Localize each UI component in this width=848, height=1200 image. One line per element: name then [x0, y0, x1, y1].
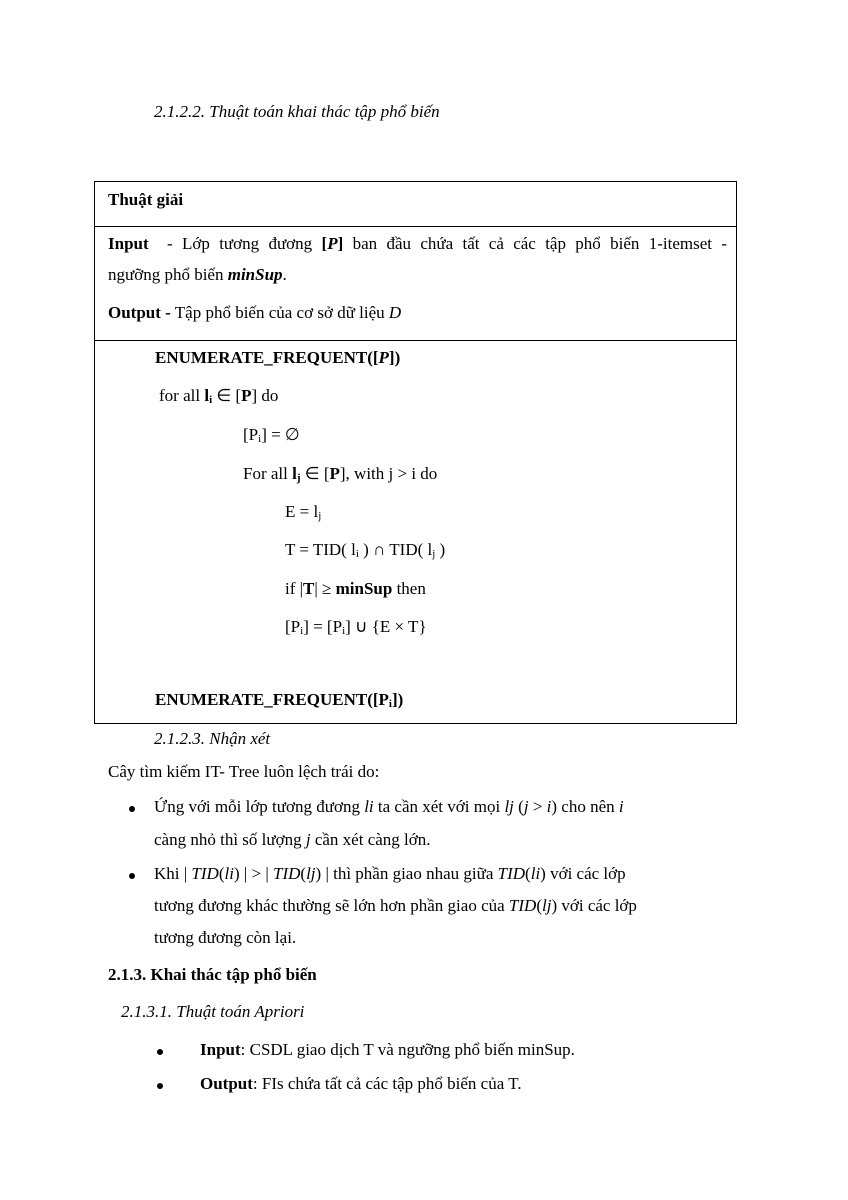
- section-heading-2-1-3: 2.1.3. Khai thác tập phổ biến: [108, 965, 317, 984]
- algorithm-divider-bottom: [95, 340, 736, 341]
- input-line-1-word: đầu: [386, 234, 411, 253]
- algorithm-box: [94, 181, 737, 724]
- input-line-1-word: biến: [610, 234, 640, 253]
- input-line-1-word: cả: [488, 234, 504, 253]
- input-line-2: [108, 265, 287, 285]
- t-assign-line: T = TID( $l_i$ ) ∩ TID( $l_j$ ): [285, 540, 446, 560]
- bullet-dot: [129, 806, 135, 812]
- output-label: Output -: [108, 303, 171, 322]
- proc-header-p: P: [378, 348, 389, 367]
- input-line-1-word: chứa: [420, 234, 454, 253]
- algorithm-title: Thuật giải: [108, 190, 184, 209]
- apriori-output-text: : FIs chứa tất cả các tập phổ biến của T.: [252, 1074, 522, 1093]
- input-line-2-end: .: [282, 265, 287, 284]
- e-assign-line: $E = l_j$: [285, 502, 322, 522]
- for-outer-line: for all $l_i$ ∈ [P] do: [159, 386, 279, 406]
- bullet-2-line-1: Khi | TID(li) | > | TID(lj) | thì phần giao nhau giữa TID(li) với các lớp: [154, 864, 626, 883]
- input-line-1-word: 1-itemset: [648, 234, 712, 253]
- section-heading-2-1-3-1: 2.1.3.1. Thuật toán Apriori: [121, 1002, 305, 1021]
- apriori-input-text: : CSDL giao dịch T và ngưỡng phổ biến minSup.: [240, 1040, 575, 1059]
- input-minsup: minSup: [227, 265, 283, 284]
- procedure-call: $ENUMERATE\_FREQUENT([P_i])$: [155, 690, 404, 710]
- for-inner-line: For all $l_j$ ∈ [P], with j > i do: [243, 464, 438, 484]
- apriori-input: [200, 1040, 575, 1060]
- apriori-output: [200, 1074, 522, 1094]
- input-line-1-word: đương: [268, 234, 313, 253]
- input-line-1-word: phổ: [575, 234, 601, 253]
- section-heading-2-1-2-2: 2.1.2.2. Thuật toán khai thác tập phổ biến: [154, 102, 440, 121]
- bullet-2-line-3: tương đương còn lại.: [154, 928, 297, 947]
- output-text: Tập phổ biến của cơ sở dữ liệu: [170, 303, 389, 322]
- pi-union-line: $[P_i] = [P_i]$ ∪ {E × T}: [285, 617, 427, 637]
- input-line-1: [167, 234, 727, 254]
- bullet-1-line-1: Ứng với mỗi lớp tương đương li ta cần xét với mọi lj (j > i) cho nên i: [154, 797, 624, 816]
- input-label: Input: [108, 234, 149, 253]
- bullet-dot: [157, 1083, 163, 1089]
- input-line-1-word: ban: [352, 234, 378, 253]
- input-line-1-word: [P]: [321, 234, 344, 253]
- input-line-1-word: tương: [219, 234, 260, 253]
- bullet-dot: [129, 873, 135, 879]
- algorithm-divider-top: [95, 226, 736, 227]
- bullet-2-line-2: tương đương khác thường sẽ lớn hơn phần giao của TID(lj) với các lớp: [154, 896, 637, 915]
- input-line-1-word: các: [513, 234, 536, 253]
- remark-intro: Cây tìm kiếm IT- Tree luôn lệch trái do:: [108, 762, 380, 781]
- apriori-output-label: Output: [200, 1074, 253, 1093]
- input-line-1-word: tất: [462, 234, 480, 253]
- output-var: D: [388, 303, 402, 322]
- if-line: if |T| ≥ minSup then: [285, 579, 426, 598]
- procedure-header: ENUMERATE_FREQUENT([P]): [155, 348, 401, 367]
- section-heading-2-1-2-3: 2.1.2.3. Nhận xét: [154, 729, 271, 748]
- input-line-1-word: -: [721, 234, 727, 253]
- pi-init-line: $[P_i]$ = ∅: [243, 425, 300, 445]
- bullet-dot: [157, 1049, 163, 1055]
- input-line-2-text: ngưỡng phổ biến: [108, 265, 228, 284]
- input-line-1-word: Lớp: [182, 234, 210, 253]
- input-line-1-word: tập: [545, 234, 566, 253]
- apriori-input-label: Input: [200, 1040, 241, 1059]
- bullet-1-line-2: càng nhỏ thì số lượng j cần xét càng lớn.: [154, 830, 431, 849]
- input-line-1-word: -: [167, 234, 173, 253]
- output-line: [108, 303, 401, 323]
